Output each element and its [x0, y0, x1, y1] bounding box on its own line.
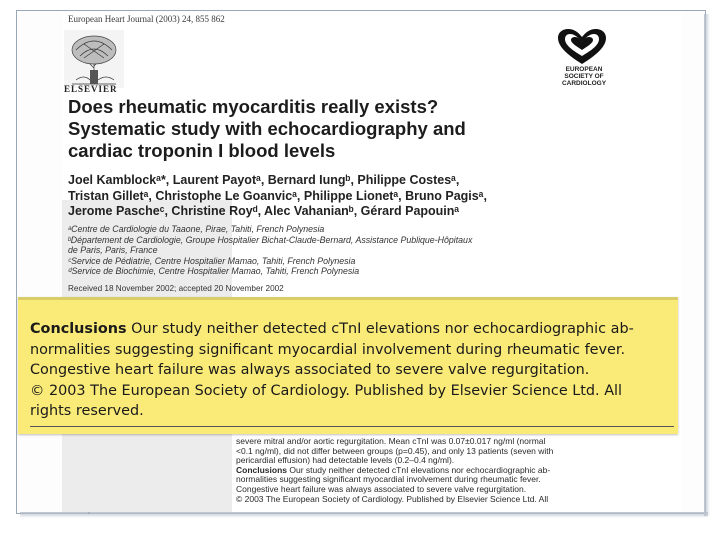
affiliation-line: ᵇDépartement de Cardiologie, Groupe Hospitalier Bichat-Claude-Bernard, Assistance Publique-Hôpitaux [68, 234, 473, 245]
callout-line: normalities suggesting significant myocardial involvement during rheumatic fever. [30, 341, 626, 358]
callout-text [30, 319, 678, 422]
article-title [68, 96, 466, 162]
abstract-line: <0.1 ng/ml), did not differ between groups (p=0.45), and only 13 patients (seven with [236, 445, 554, 456]
callout-heading: Conclusions [30, 321, 127, 337]
abstract-line: pericardial effusion) had detectable levels (0.2–0.4 ng/ml). [236, 455, 455, 466]
title-line: Does rheumatic myocarditis really exists? [68, 96, 439, 117]
title-line: cardiac troponin I blood levels [68, 140, 336, 161]
slide-shadow-right [704, 14, 710, 516]
abstract-conclusions-heading: Conclusions [236, 464, 288, 475]
affiliation-line: ᶜService de Pédiatrie, Centre Hospitalier Mamao, Tahiti, French Polynesia [68, 255, 356, 266]
affiliations [68, 224, 472, 277]
society-line: EUROPEAN [565, 66, 603, 73]
society-name [552, 66, 616, 87]
received-dates: Received 18 November 2002; accepted 20 November 2002 [68, 284, 284, 293]
author-line: Jerome Pascheᶜ, Christine Royᵈ, Alec Vahanianᵇ, Gérard Papouinᵃ [68, 204, 460, 218]
abstract-line: severe mitral and/or aortic regurgitation. Mean cTnI was 0.07±0.017 ng/ml (normal [236, 436, 546, 446]
callout-first-line: Our study neither detected cTnI elevations nor echocardiographic ab- [126, 321, 634, 337]
abstract-line: © 2003 The European Society of Cardiology. Published by Elsevier Science Ltd. All [236, 493, 549, 504]
slide-shadow-bottom [20, 512, 708, 518]
affiliation-line: de Paris, Paris, France [68, 245, 158, 255]
abstract-line: normalities suggesting significant myocardial involvement during rheumatic fever. [236, 474, 541, 485]
title-line: Systematic study with echocardiography and [68, 118, 466, 139]
abstract-conclusions-text: Our study neither detected cTnI elevations nor echocardiographic ab- [287, 464, 551, 475]
affiliation-line: ᵈService de Biochimie, Centre Hospitalier Mamao, Tahiti, French Polynesia [68, 266, 360, 276]
conclusions-callout [18, 297, 678, 434]
publisher-name: ELSEVIER [64, 84, 118, 94]
callout-bottom-rule [30, 426, 674, 427]
gutter-mark: , [88, 508, 90, 515]
callout-top-rule [18, 297, 678, 300]
callout-line: rights reserved. [30, 403, 144, 419]
author-list [68, 173, 487, 220]
abstract-lower-text [236, 437, 553, 504]
callout-line: Congestive heart failure was always associated to severe valve regurgitation. [30, 362, 590, 378]
esc-heart-logo-icon [556, 28, 608, 66]
author-line: Joel Kamblockᵃ*, Laurent Payotᵃ, Bernard Iungᵇ, Philippe Costesᵃ, [68, 173, 460, 187]
callout-line: © 2003 The European Society of Cardiology. Published by Elsevier Science Ltd. All [30, 382, 623, 399]
author-line: Tristan Gilletᵃ, Christophe Le Goanvicᵃ, Philippe Lionetᵃ, Bruno Pagisᵃ, [68, 188, 487, 203]
affiliation-line: ᵃCentre de Cardiologie du Taaone, Pirae, Tahiti, French Polynesia [68, 224, 325, 234]
society-line: CARDIOLOGY [561, 80, 607, 87]
journal-reference: European Heart Journal (2003) 24, 855 862 [68, 14, 225, 24]
society-line: SOCIETY OF [564, 73, 604, 80]
elsevier-tree-logo-icon [64, 30, 124, 88]
callout-line [30, 319, 678, 340]
abstract-line: Congestive heart failure was always associated to severe valve regurgitation. [236, 483, 527, 494]
